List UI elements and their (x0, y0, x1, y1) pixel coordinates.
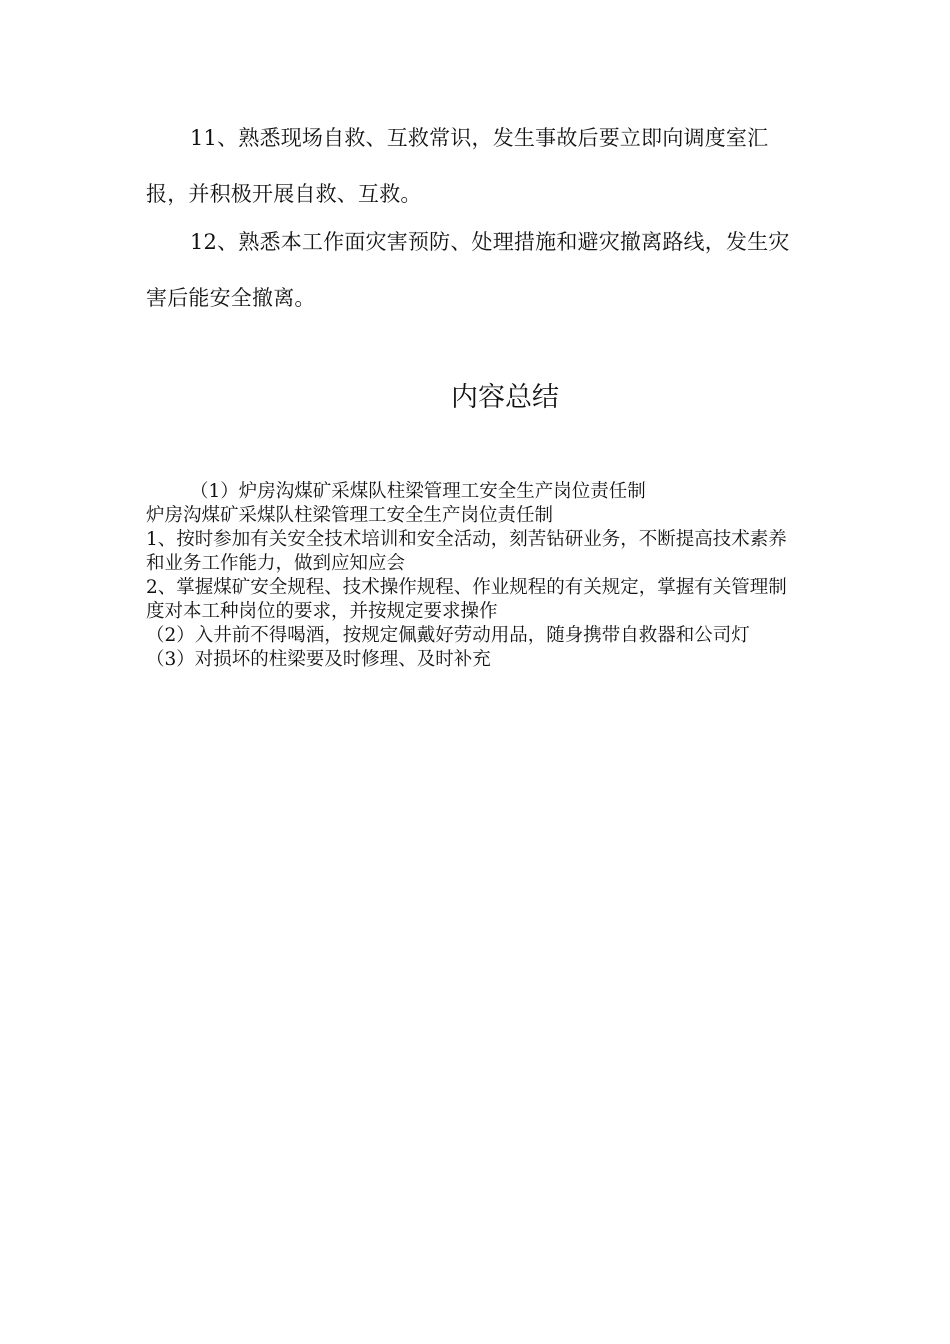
summary-line: 1、按时参加有关安全技术培训和安全活动，刻苦钻研业务，不断提高技术素养和业务工作能力，做到应知应会 (146, 529, 787, 574)
summary-line: （2）入井前不得喝酒，按规定佩戴好劳动用品，随身携带自救器和公司灯 (146, 625, 750, 646)
paragraph-item-11: 11、熟悉现场自救、互救常识，发生事故后要立即向调度室汇报，并积极开展自救、互救。 (146, 126, 769, 206)
summary-line: 2、掌握煤矿安全规程、技术操作规程、作业规程的有关规定，掌握有关管理制度对本工种岗位的要求，并按规定要求操作 (146, 577, 787, 622)
paragraph-item-12: 12、熟悉本工作面灾害预防、处理措施和避灾撤离路线，发生灾害后能安全撤离。 (146, 230, 790, 310)
summary-block (146, 480, 802, 672)
summary-line: 炉房沟煤矿采煤队柱梁管理工安全生产岗位责任制 (146, 505, 554, 526)
summary-line: （1）炉房沟煤矿采煤队柱梁管理工安全生产岗位责任制 (190, 481, 646, 502)
summary-line: （3）对损坏的柱梁要及时修理、及时补充 (146, 649, 491, 670)
summary-title: 内容总结 (451, 382, 559, 413)
